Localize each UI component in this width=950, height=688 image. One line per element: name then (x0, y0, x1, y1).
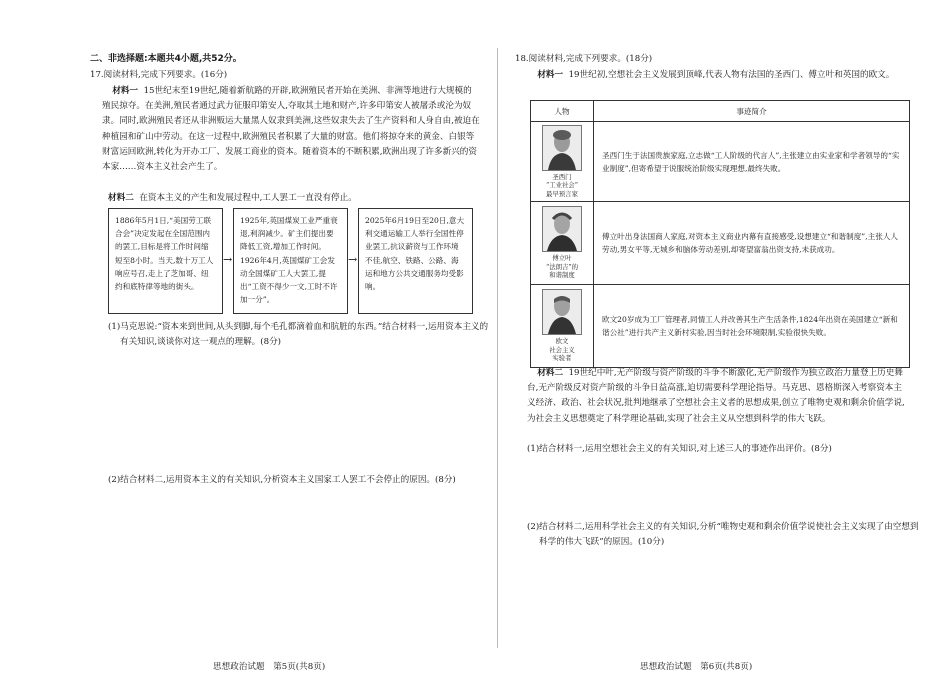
q17-material2-label: 材料二 (108, 193, 134, 203)
q18-material2 (527, 366, 907, 427)
caption-line: 和谐制度 (549, 271, 575, 280)
person-cell (531, 285, 594, 368)
utopian-socialists-table (530, 100, 910, 368)
caption-line: “法朗吉”的 (545, 262, 579, 271)
strike-box-2025: 2025年6月19日至20日,意大利交通运输工人举行全国性停业罢工,抗议薪资与工作环境不佳,航空、铁路、公路、海运和地方公共交通服务均受影响。 (358, 208, 473, 314)
portrait-saint-simon-icon (542, 125, 582, 171)
table-row (531, 285, 910, 368)
q18-sub2: (2)结合材料二,运用科学社会主义的有关知识,分析“唯物史观和剩余价值学说使社会主义实现了由空想到科学的伟大飞跃”的原因。(10分) (527, 522, 919, 548)
desc-cell: 欧文20岁成为工厂管理者,同情工人并改善其生产生活条件,1824年出资在美国建立“新和谐公社”进行共产主义新村实验,因当时社会环境限制,实验很快失败。 (594, 285, 910, 368)
table-header-desc: 事迹简介 (594, 101, 910, 122)
desc-cell: 傅立叶出身法国商人家庭,对资本主义商业内幕有直接感受,设想建立“和谐制度”,主张人人劳动,男女平等,无城乡和脑体劳动差别,却寄望富翁出资支持,未获成功。 (594, 202, 910, 285)
portrait-owen-icon (542, 289, 582, 335)
person-caption (531, 173, 593, 199)
arrow-right-icon: → (348, 253, 358, 266)
caption-line: 最早预言家 (546, 189, 578, 198)
caption-line: 欧文 (555, 337, 569, 346)
q17-sub1: (1)马克思说:“资本来到世间,从头到脚,每个毛孔都滴着血和肮脏的东西。”结合材料一,运用资本主义的有关知识,谈谈你对这一观点的理解。(8分) (108, 322, 489, 348)
caption-line: 傅立叶 (552, 254, 572, 263)
q17-material2 (108, 191, 478, 206)
right-page (475, 0, 950, 688)
q18-material1-text: 19世纪初,空想社会主义发展到顶峰,代表人物有法国的圣西门、傅立叶和英国的欧文。 (568, 70, 895, 80)
q17-stem: 17.阅读材料,完成下列要求。(16分) (90, 70, 228, 80)
footer-page5: 思想政治试题 第5页(共8页) (213, 662, 326, 672)
person-caption (531, 337, 593, 363)
caption-line: 圣西门 (552, 172, 572, 181)
strike-box-1886: 1886年5月1日,“美国劳工联合会”决定发起在全国范围内的罢工,目标是将工作时间缩短至8小时。当天,数十万工人响应号召,走上了芝加哥、纽约和底特律等地的街头。 (108, 208, 223, 314)
footer-page6: 思想政治试题 第6页(共8页) (640, 662, 753, 672)
q17-material1-text: 15世纪末至19世纪,随着新航路的开辟,欧洲殖民者开始在美洲、非洲等地进行大规模的殖民掠夺。在美洲,殖民者通过武力征服印第安人,夺取其土地和财产,许多印第安人被屠杀或沦为奴隶。同时,欧洲殖民者还从非洲贩运大量黑人奴隶到美洲,这些奴隶失去了生产资料和人身自由,被迫在种植园和矿山中劳动。在这一过程中,欧洲殖民者积累了大量的财富。他们将掠夺来的黄金、白银等财富运回欧洲,转化为开办工厂、发展工商业的资本。随着资本的不断积累,欧洲出现了许多新兴的资本家……资本主义社会产生了。 (102, 86, 480, 173)
q18-material2-text: 19世纪中叶,无产阶级与资产阶级的斗争不断激化,无产阶级作为独立政治力量登上历史舞台,无产阶级反对资产阶级的斗争日益高涨,迫切需要科学理论指导。马克思、恩格斯深入考察资本主义经济、政治、社会状况,批判地继承了空想社会主义者的思想成果,创立了唯物史观和剩余价值学说,为社会主义思想奠定了科学理论基础,实现了社会主义从空想到科学的伟大飞跃。 (527, 368, 905, 424)
table-row (531, 122, 910, 202)
strike-box-1925: 1925年,英国煤炭工业严重衰退,利润减少。矿主们提出要降低工资,增加工作时间。1926年4月,英国煤矿工会发动全国煤矿工人大罢工,提出“工资不得少一文,工时不许加一分”。 (233, 208, 348, 314)
person-cell (531, 202, 594, 285)
person-caption (531, 254, 593, 280)
person-cell (531, 122, 594, 202)
desc-cell: 圣西门生于法国贵族家庭,立志做“工人阶级的代言人”,主张建立由实业家和学者领导的“实业制度”,但寄希望于说服统治阶级实现理想,最终失败。 (594, 122, 910, 202)
q17-material2-text: 在资本主义的产生和发展过程中,工人罢工一直没有停止。 (139, 193, 357, 203)
q18-stem: 18.阅读材料,完成下列要求。(18分) (515, 54, 653, 64)
table-row (531, 202, 910, 285)
portrait-fourier-icon (542, 206, 582, 252)
q17-material1-label: 材料一 (112, 86, 139, 96)
q18-sub1: (1)结合材料一,运用空想社会主义的有关知识,对上述三人的事迹作出评价。(8分) (527, 444, 832, 454)
q18-material1 (527, 68, 907, 83)
caption-line: 社会主义 (549, 345, 575, 354)
q18-material1-label: 材料一 (537, 70, 564, 80)
q17-material1 (102, 84, 480, 175)
q18-material2-label: 材料二 (537, 368, 564, 378)
section-title: 二、非选择题:本题共4小题,共52分。 (90, 54, 242, 64)
q17-sub2: (2)结合材料二,运用资本主义的有关知识,分析资本主义国家工人罢工不会停止的原因。(8分) (108, 475, 456, 485)
table-header-person: 人物 (531, 101, 594, 122)
caption-line: 实验者 (552, 354, 572, 363)
arrow-right-icon: → (223, 253, 233, 266)
caption-line: “工业社会” (545, 181, 579, 190)
table-header-row (531, 101, 910, 122)
